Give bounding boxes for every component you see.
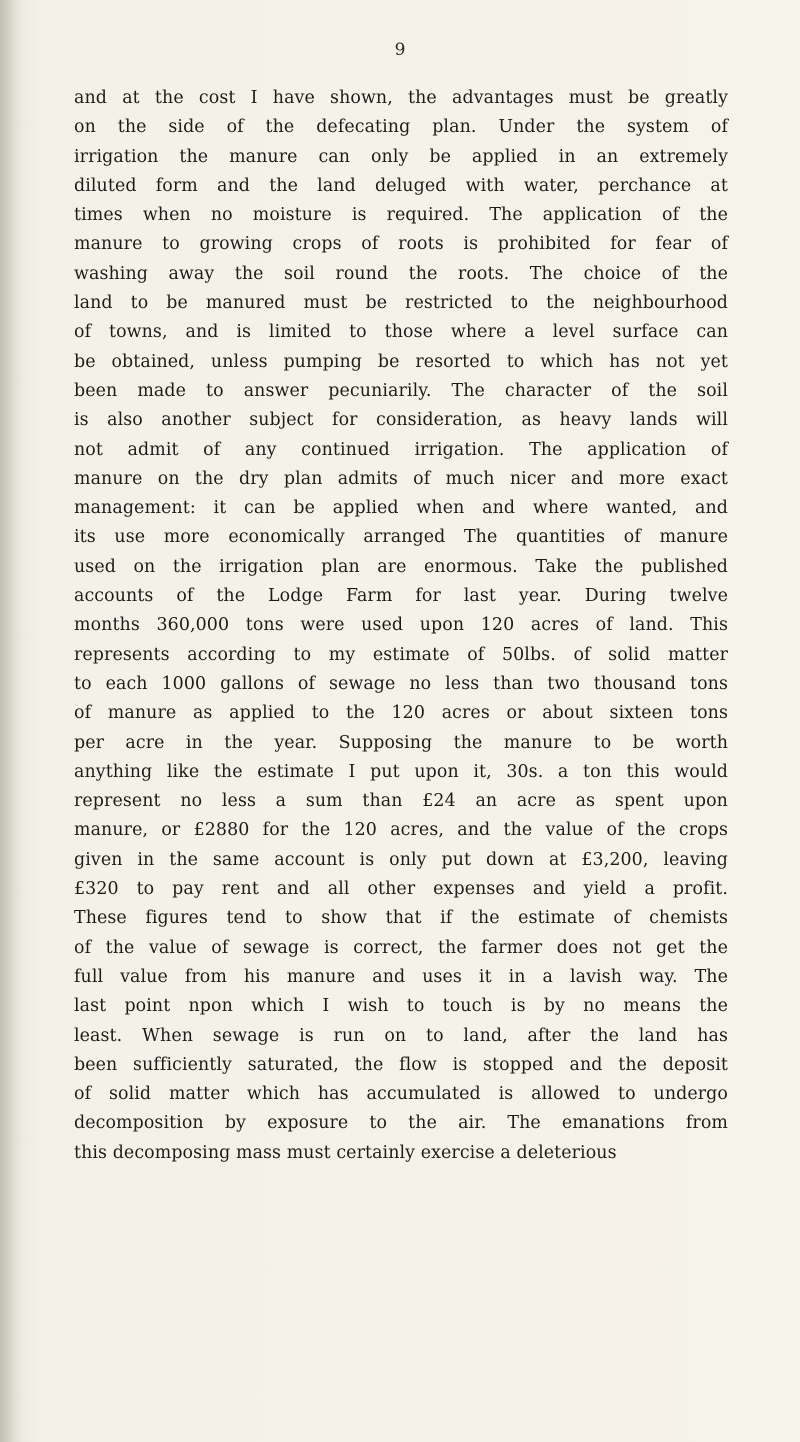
text-line: manure to growing crops of roots is prohibited for fear of (74, 234, 728, 255)
text-line: and at the cost I have shown, the advantages must be greatly (74, 88, 728, 108)
text-line: been made to answer pecuniarily. The character of the soil (74, 380, 728, 401)
page-number: 9 (394, 40, 406, 60)
text-line: accounts of the Lodge Farm for last year. During twelve (74, 586, 728, 607)
page-gutter-shadow (0, 0, 22, 1442)
text-line: irrigation the manure can only be applied in an extremely (74, 146, 728, 167)
text-line: not admit of any continued irrigation. The application of (74, 439, 728, 460)
text-line: of towns, and is limited to those where a level surface can (74, 322, 728, 343)
text-line: manure on the dry plan admits of much nicer and more exact (74, 468, 728, 489)
text-line: used on the irrigation plan are enormous. Take the published (74, 556, 728, 577)
text-line: land to be manured must be restricted to the neighbourhood (74, 293, 728, 314)
text-line: months 360,000 tons were used upon 120 acres of land. This (74, 615, 728, 636)
text-line: given in the same account is only put down at £3,200, leaving (74, 849, 728, 870)
text-line: its use more economically arranged The quantities of manure (74, 527, 728, 548)
text-line: this decomposing mass must certainly exercise a deleterious (74, 1142, 617, 1163)
text-line: These figures tend to show that if the estimate of chemists (74, 908, 728, 929)
text-line: washing away the soil round the roots. The choice of the (74, 263, 728, 284)
text-line: £320 to pay rent and all other expenses and yield a profit. (74, 879, 728, 900)
text-line: of solid matter which has accumulated is allowed to undergo (74, 1084, 728, 1105)
text-line: be obtained, unless pumping be resorted to which has not yet (74, 351, 728, 372)
text-line: decomposition by exposure to the air. The emanations from (74, 1113, 728, 1134)
text-line: anything like the estimate I put upon it, 30s. a ton this would (74, 761, 728, 782)
text-line: of manure as applied to the 120 acres or about sixteen tons (74, 703, 728, 724)
text-line: per acre in the year. Supposing the manure to be worth (74, 732, 728, 753)
text-line: least. When sewage is run on to land, after the land has (74, 1025, 728, 1046)
text-line: full value from his manure and uses it in a lavish way. The (74, 966, 728, 987)
text-line: represents according to my estimate of 50lbs. of solid matter (74, 644, 728, 665)
text-line: times when no moisture is required. The application of the (74, 205, 728, 226)
text-line: management: it can be applied when and where wanted, and (74, 498, 728, 519)
text-line: diluted form and the land deluged with water, perchance at (74, 175, 728, 196)
text-line: is also another subject for consideration, as heavy lands will (74, 410, 728, 431)
text-line: been sufficiently saturated, the flow is stopped and the deposit (74, 1054, 728, 1075)
text-line: on the side of the defecating plan. Under the system of (74, 117, 728, 138)
text-line: last point npon which I wish to touch is by no means the (74, 996, 728, 1017)
text-line: to each 1000 gallons of sewage no less than two thousand tons (74, 673, 728, 694)
text-line: of the value of sewage is correct, the farmer does not get the (74, 937, 728, 958)
text-line: represent no less a sum than £24 an acre as spent upon (74, 791, 728, 812)
text-line: manure, or £2880 for the 120 acres, and the value of the crops (74, 820, 728, 841)
body-text (74, 84, 728, 1168)
